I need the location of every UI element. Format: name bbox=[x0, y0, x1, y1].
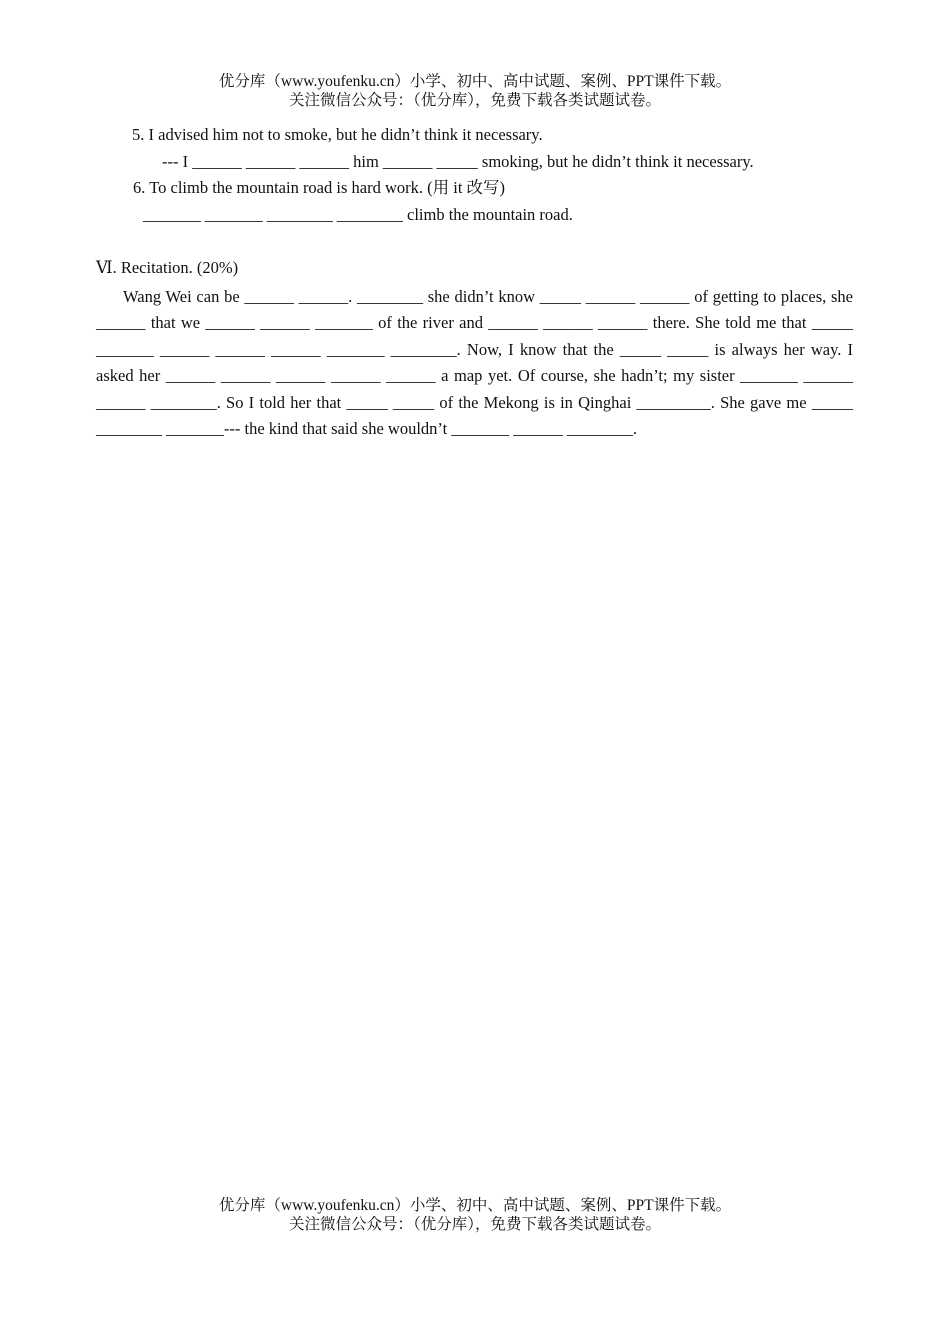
question-5-answer-blanks: --- I ______ ______ ______ him ______ _____ smoking, but he didn’t think it necessary. bbox=[162, 152, 754, 171]
header-line-1: 优分库（www.youfenku.cn）小学、初中、高中试题、案例、PPT课件下载。 bbox=[218, 73, 732, 90]
recitation-passage bbox=[96, 284, 853, 442]
footer-line-1: 优分库（www.youfenku.cn）小学、初中、高中试题、案例、PPT课件下载。 bbox=[218, 1197, 732, 1214]
recitation-paragraph: Wang Wei can be ______ ______. ________ she didn’t know _____ ______ ______ of getting to places, she ______ that we ______ ______ _______ of the river and ______ ______ ______ there. She told me that _____ _______ ______ ______ ______ _______ ________. Now, I know that the _____ _____ is always her way. I asked her ______ ______ ______ ______ ______ a map yet. Of course, she hadn’t; my sister _______ ______ ______ ________. So I told her that _____ _____ of the Mekong is in Qinghai _________. She gave me _____ ________ _______--- the kind that said she wouldn’t _______ ______ ________. bbox=[96, 287, 853, 439]
header-line-2: 关注微信公众号：（优分库），免费下载各类试题试卷。 bbox=[288, 92, 661, 109]
question-6-answer-blanks: _______ _______ ________ ________ climb the mountain road. bbox=[143, 205, 573, 224]
page-footer bbox=[0, 1196, 950, 1234]
page-header bbox=[0, 72, 950, 110]
question-5-prompt: 5. I advised him not to smoke, but he didn’t think it necessary. bbox=[132, 125, 543, 144]
footer-line-2: 关注微信公众号：（优分库），免费下载各类试题试卷。 bbox=[288, 1216, 661, 1233]
question-6-prompt: 6. To climb the mountain road is hard work. (用 it 改写) bbox=[133, 178, 506, 197]
section-6-title: Ⅵ. Recitation. (20%) bbox=[96, 258, 239, 277]
